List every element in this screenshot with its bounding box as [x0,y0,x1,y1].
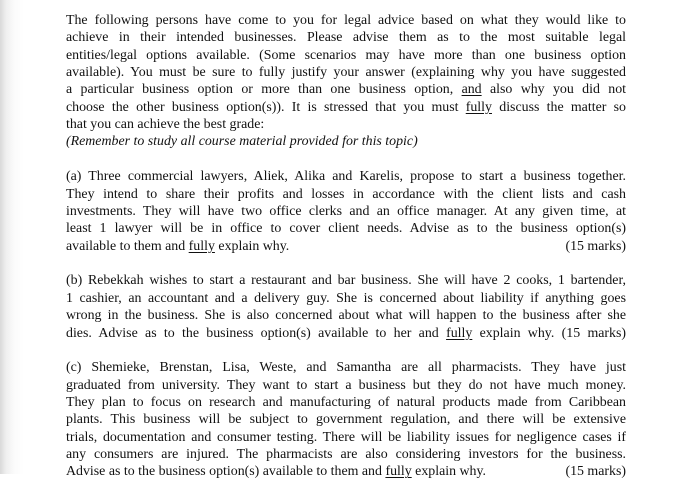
question-line: least 1 lawyer will be in office to cover client needs. Advise as to the business option(s) [66,221,626,237]
question-line: They plan to focus on research and manufacturing of natural products made from Caribbean [66,395,626,411]
page-edge-shadow [0,0,24,474]
study-note: (Remember to study all course material provided for this topic) [66,134,418,150]
intro-text: choose the other business option(s)). It is stressed that you must [66,99,459,115]
marks-label: (15 marks) [565,238,626,254]
underlined-word: fully [385,464,412,480]
underlined-word: fully [188,238,215,254]
underlined-word: fully [446,325,473,341]
question-line [66,325,626,342]
question-line: investments. They will have two office clerks and an office manager. At any given time, at [66,203,626,219]
question-text: explain why. [479,325,555,341]
intro-line: The following persons have come to you for legal advice based on what they would like to [66,13,626,28]
question-line [66,238,626,255]
intro-text: also why you did not [489,82,626,98]
question-text: explain why. [415,464,487,480]
question-line: wrong in the business. She is also concerned about what will happen to the business after she [66,308,626,324]
question-line [66,463,626,480]
question-line: (c) Shemieke, Brenstan, Lisa, Weste, and Samantha are all pharmacists. They have just [66,360,626,376]
underlined-word: fully [465,99,492,115]
intro-line: available). You must be sure to fully justify your answer (explaining why you have suggested [66,65,626,81]
question-line: (b) Rebekkah wishes to start a restaurant and bar business. She will have 2 cooks, 1 bartender, [66,273,626,289]
intro-text: discuss the matter so [499,99,626,115]
intro-line [66,81,626,98]
question-text: Advise as to the business option(s) available to them and [66,464,382,480]
marks-label: (15 marks) [561,325,627,341]
underlined-word: and [461,82,482,98]
question-line: trials, documentation and consumer testing. There will be liability issues for negligence cases if [66,429,626,445]
intro-line: that you can achieve the best grade: [66,117,265,133]
marks-label: (15 marks) [565,464,626,480]
paragraph-gap [66,255,626,273]
question-line: graduated from university. They want to start a business but they do not have much money. [66,377,626,393]
question-line: (a) Three commercial lawyers, Aliek, Alika and Karelis, propose to start a business together. [66,169,626,185]
intro-line: entities/legal options available. (Some scenarios may have more than one business option [66,47,626,63]
question-c [66,359,626,480]
question-text: available to them and [66,238,186,254]
question-line: plants. This business will be subject to government regulation, and there will be extensive [66,412,626,428]
question-text: dies. Advise as to the business option(s) available to her and [66,325,439,341]
question-b [66,272,626,341]
intro-text: a particular business option or more than one business option, [66,82,454,98]
document-text [66,12,626,481]
paragraph-gap [66,151,626,169]
intro-paragraph [66,12,626,151]
question-line: They intend to share their profits and losses in accordance with the client lists and cash [66,186,626,202]
question-line: 1 cashier, an accountant and a delivery guy. She is concerned about liability if anything goes [66,290,626,306]
question-a [66,168,626,255]
question-line: any consumers are injured. The pharmacists are also considering investors for the business. [66,447,626,463]
question-text: explain why. [218,238,290,254]
paragraph-gap [66,342,626,360]
intro-line: achieve in their intended businesses. Please advise them as to the most suitable legal [66,30,626,46]
intro-line [66,99,626,116]
